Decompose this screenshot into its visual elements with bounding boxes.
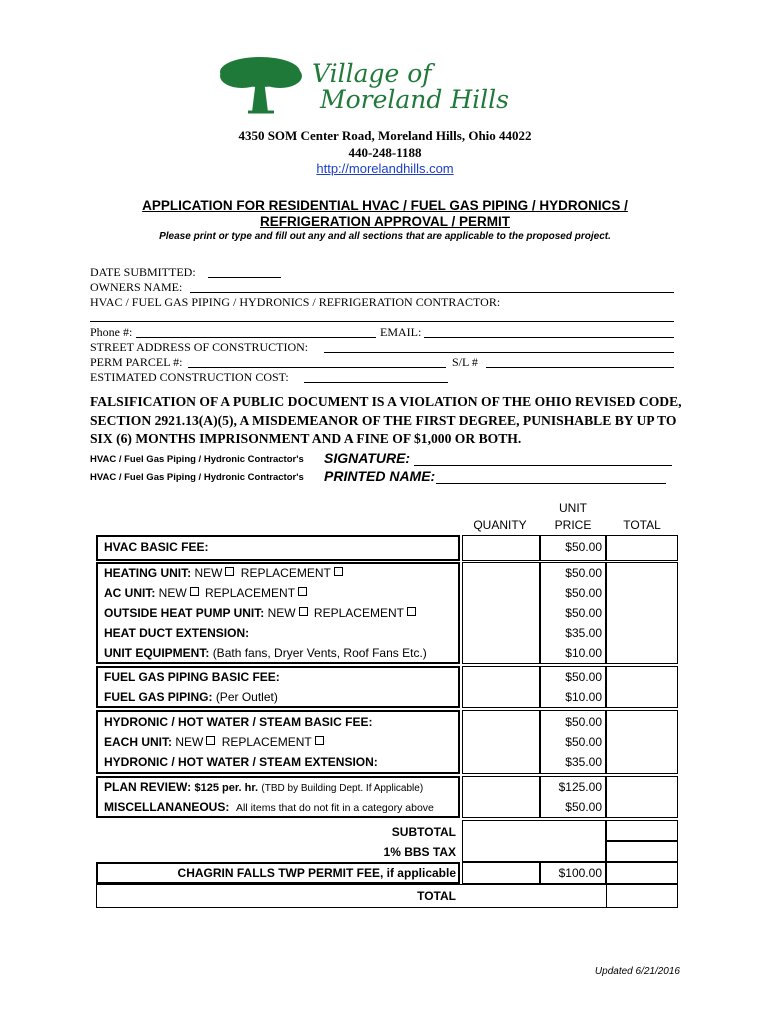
row-misc: MISCELLANANEOUS: All items that do not fit in a category above [104,800,434,814]
perm-parcel-label: PERM PARCEL #: [90,355,183,369]
price-plan-review: $125.00 [558,780,602,794]
est-cost-label: ESTIMATED CONSTRUCTION COST: [90,370,289,384]
sl-label: S/L # [452,355,478,369]
contractor-name-label: HVAC / Fuel Gas Piping / Hydronic Contractor's [90,472,304,483]
col-total: TOTAL [623,518,661,532]
phone-number: 440-248-1188 [348,145,422,160]
falsification-warning: FALSIFICATION OF A PUBLIC DOCUMENT IS A VIOLATION OF THE OHIO REVISED CODE, SECTION 2921.13(A)(5), A MISDEMEANOR OF THE FIRST DEGREE, PUNISHABLE BY UP TO SIX (6) MONTHS IMPRISONMENT AND A FINE OF $1,000 OR BOTH. [90,394,682,446]
logo-line1: Village of [312,59,432,88]
each-unit-replacement-checkbox[interactable] [315,736,324,745]
price-each-unit: $50.00 [565,735,602,749]
price-chagrin: $100.00 [558,866,602,880]
row-hvac-basic: HVAC BASIC FEE: [104,540,209,554]
total-cell-chagrin[interactable] [606,862,678,884]
address: 4350 SOM Center Road, Moreland Hills, Ohio 44022 [238,128,532,143]
contractor-label: HVAC / FUEL GAS PIPING / HYDRONICS / REFRIGERATION CONTRACTOR: [90,295,501,309]
qty-cell-plan-review[interactable] [462,776,540,818]
ac-replacement-checkbox[interactable] [298,587,307,596]
row-heating-unit: HEATING UNIT: NEW REPLACEMENT [104,566,346,580]
heat-pump-replacement-checkbox[interactable] [407,607,416,616]
village-logo [212,52,562,116]
owners-name-field[interactable] [190,280,674,293]
total-cell-hydronic[interactable] [606,710,678,774]
ac-new-checkbox[interactable] [190,587,199,596]
row-fuel-gas-piping: FUEL GAS PIPING: (Per Outlet) [104,690,278,704]
subtotal-label: SUBTOTAL [391,825,456,839]
price-hydronic-ext: $35.00 [565,755,602,769]
row-hydronic-basic: HYDRONIC / HOT WATER / STEAM BASIC FEE: [104,715,373,729]
row-fuel-gas-basic: FUEL GAS PIPING BASIC FEE: [104,670,280,684]
qty-cell-hvac-basic[interactable] [462,535,540,561]
email-label: EMAIL: [380,325,422,339]
subtotal-cell[interactable] [606,820,678,841]
signature-label: SIGNATURE: [324,450,411,466]
price-misc: $50.00 [565,800,602,814]
signature-field[interactable] [414,452,672,466]
each-unit-new-checkbox[interactable] [206,736,215,745]
price-heat-pump: $50.00 [565,606,602,620]
total-label: TOTAL [417,889,456,903]
contractor-sig-label: HVAC / Fuel Gas Piping / Hydronic Contractor's [90,454,304,465]
row-unit-equipment: UNIT EQUIPMENT: (Bath fans, Dryer Vents, Roof Fans Etc.) [104,646,427,660]
date-submitted-field[interactable] [208,265,281,278]
col-price: PRICE [554,518,592,532]
heating-new-checkbox[interactable] [225,567,234,576]
bbs-tax-cell[interactable] [606,841,678,862]
total-cell[interactable] [606,884,678,908]
total-cell-fuel-gas[interactable] [606,666,678,708]
price-heating-unit: $50.00 [565,566,602,580]
heat-pump-new-checkbox[interactable] [299,607,308,616]
tree-icon [220,57,302,112]
qty-cell-hydronic[interactable] [462,710,540,774]
date-submitted-label: DATE SUBMITTED: [90,265,196,279]
printed-name-field[interactable] [436,470,666,484]
col-quantity: QUANITY [473,518,527,532]
price-heat-duct: $35.00 [565,626,602,640]
price-hydronic-basic: $50.00 [565,715,602,729]
signature-row [90,454,304,465]
page-title-line2: REFRIGERATION APPROVAL / PERMIT [259,214,510,229]
price-fuel-gas-basic: $50.00 [565,670,602,684]
price-unit-equipment: $10.00 [565,646,602,660]
price-ac-unit: $50.00 [565,586,602,600]
heating-replacement-checkbox[interactable] [334,567,343,576]
row-heat-duct: HEAT DUCT EXTENSION: [104,626,250,640]
email-field[interactable] [424,325,674,338]
bbs-tax-label: 1% BBS TAX [383,845,456,859]
logo-line2: Moreland Hills [320,85,509,114]
perm-parcel-field[interactable] [188,355,446,368]
summary-blank-cells [462,820,606,862]
website-link[interactable]: http://morelandhills.com [316,161,454,176]
phone-field[interactable] [136,325,376,338]
row-heat-pump: OUTSIDE HEAT PUMP UNIT: NEW REPLACEMENT [104,606,419,620]
owners-name-label: OWNERS NAME: [90,280,183,294]
est-cost-field[interactable] [304,370,448,383]
row-hydronic-ext: HYDRONIC / HOT WATER / STEAM EXTENSION: [104,755,378,769]
printed-name-label: PRINTED NAME: [324,468,436,484]
phone-label: Phone #: [90,325,133,339]
updated-date: Updated 6/21/2016 [594,966,680,977]
row-plan-review: PLAN REVIEW: $125 per. hr. (TBD by Building Dept. If Applicable) [104,780,424,794]
qty-cell-chagrin[interactable] [462,862,540,884]
col-unit: UNIT [559,501,587,515]
total-cell-units[interactable] [606,562,678,664]
row-each-unit: EACH UNIT: NEW REPLACEMENT [104,735,327,749]
contractor-field[interactable] [90,309,674,322]
street-address-field[interactable] [324,340,674,353]
total-cell-hvac-basic[interactable] [606,535,678,561]
street-address-label: STREET ADDRESS OF CONSTRUCTION: [90,340,309,354]
sl-field[interactable] [486,355,674,368]
printed-name-row [90,472,304,483]
total-cell-plan-review[interactable] [606,776,678,818]
chagrin-label: CHAGRIN FALLS TWP PERMIT FEE, if applicable [177,866,456,880]
price-fuel-gas-piping: $10.00 [565,690,602,704]
instructions: Please print or type and fill out any and all sections that are applicable to the proposed project. [159,231,611,242]
price-hvac-basic: $50.00 [565,540,602,554]
qty-cell-units[interactable] [462,562,540,664]
row-ac-unit: AC UNIT: NEW REPLACEMENT [104,586,310,600]
page-title-line1: APPLICATION FOR RESIDENTIAL HVAC / FUEL GAS PIPING / HYDRONICS / [142,198,628,213]
qty-cell-fuel-gas[interactable] [462,666,540,708]
